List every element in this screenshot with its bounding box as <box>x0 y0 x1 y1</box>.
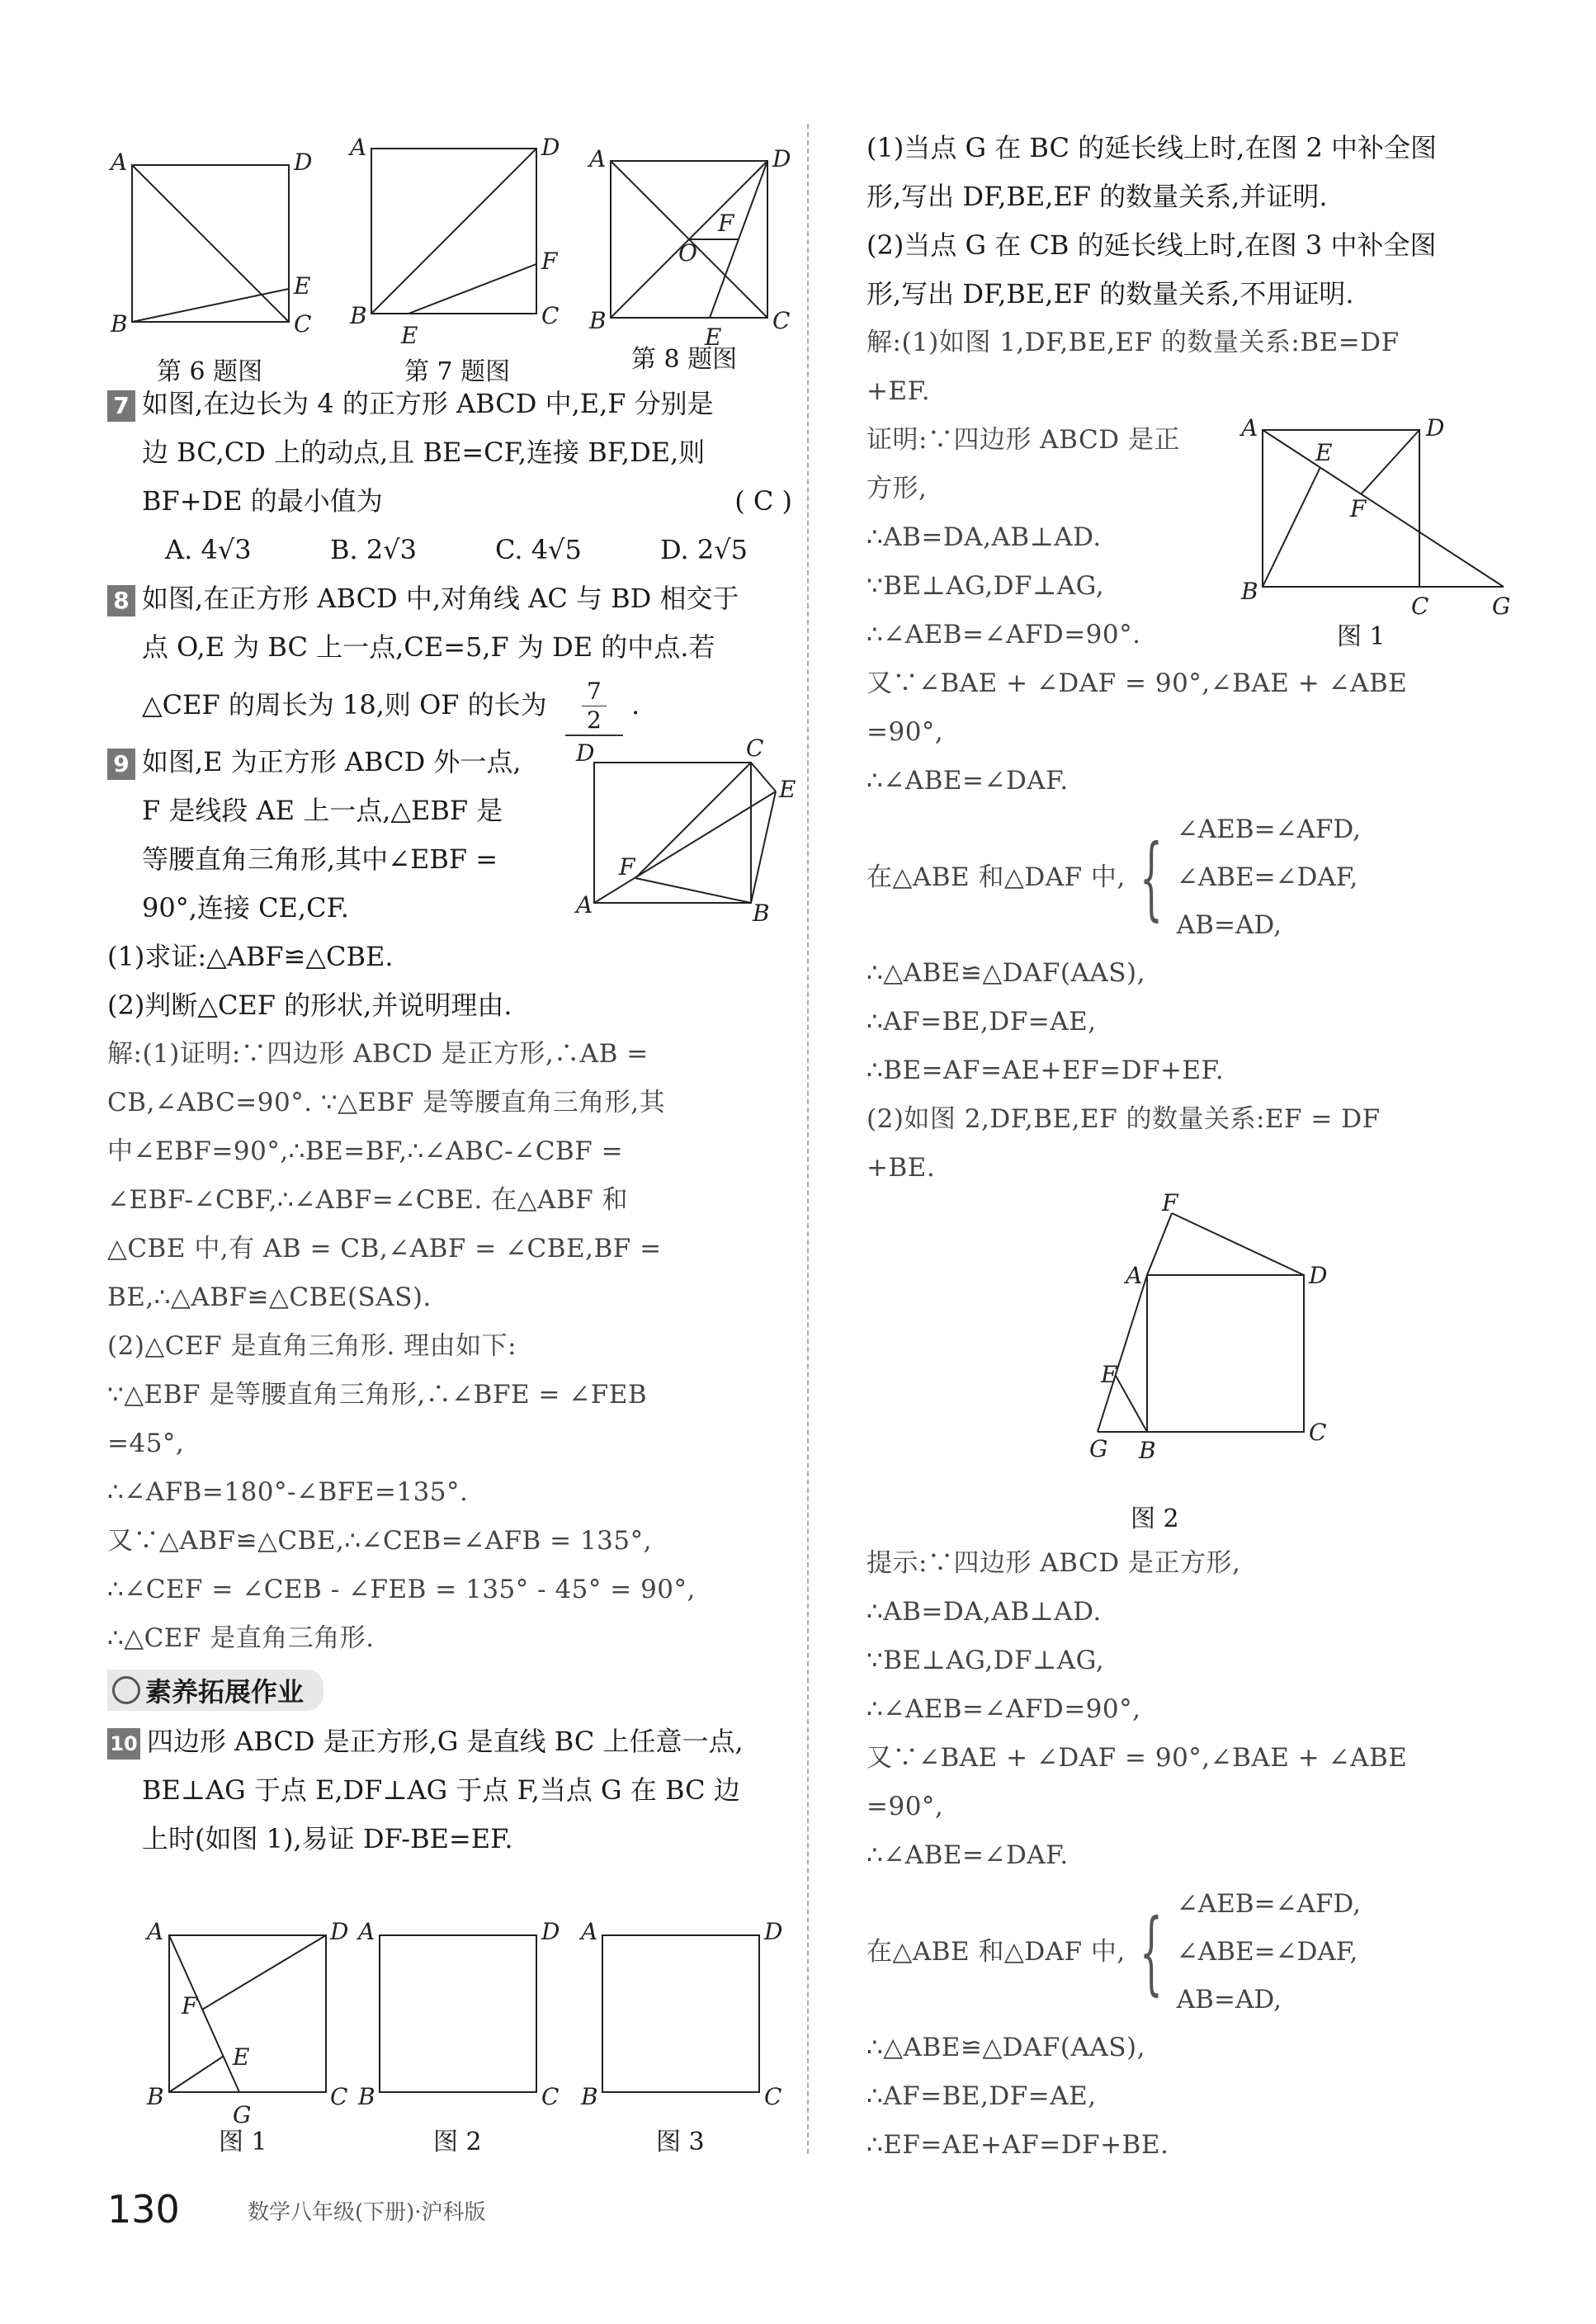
column-divider <box>807 124 809 2154</box>
brace-system-2: 在△ABE 和△DAF 中, { ∠AEB=∠AFD, ∠ABE=∠DAF, AB=AD, <box>866 1889 1362 2015</box>
svg-text:D: D <box>1426 414 1445 442</box>
left-column <box>107 380 796 1863</box>
q9-line-2: F 是线段 AE 上一点,△EBF 是 <box>142 795 503 826</box>
sol1-proof-2: 方形, <box>866 474 928 503</box>
sol1-proof-1: 证明:∵四边形 ABCD 是正 <box>866 425 1180 455</box>
figure-q8 <box>586 140 800 380</box>
svg-text:C: C <box>294 310 312 338</box>
fig-caption: 第 6 题图 <box>157 357 263 386</box>
hint-4: ∴∠AEB=∠AFD=90°, <box>866 1694 1141 1724</box>
fig-caption: 图 2 <box>1131 1504 1179 1533</box>
figure-q9 <box>569 735 796 931</box>
svg-text:E: E <box>401 322 418 349</box>
svg-text:B: B <box>753 900 770 927</box>
hint-7: ∴∠ABE=∠DAF. <box>866 1840 1069 1870</box>
svg-text:F: F <box>182 1992 198 2019</box>
svg-text:O: O <box>678 239 697 267</box>
svg-text:A: A <box>147 1918 164 1945</box>
q9-solution-9: =45°, <box>107 1429 185 1458</box>
q7-answer: ( C ) <box>734 485 792 517</box>
q9-block <box>107 735 796 933</box>
q9-part-2: (2)判断△CEF 的形状,并说明理由. <box>107 990 512 1021</box>
svg-text:B: B <box>1241 578 1258 605</box>
svg-text:C: C <box>764 2083 782 2110</box>
q9-solution-8: ∵△EBF 是等腰直角三角形,∴∠BFE = ∠FEB <box>107 1380 648 1410</box>
sol1-end-3: ∴BE=AF=AE+EF=DF+EF. <box>866 1056 1225 1085</box>
figure-q10-1 <box>140 1915 355 2154</box>
solution-figure-2-wrap <box>866 1189 1518 1539</box>
fig-caption: 第 7 题图 <box>404 357 511 386</box>
hint-end-2: ∴AF=BE,DF=AE, <box>866 2081 1097 2111</box>
hint-1: 提示:∵四边形 ABCD 是正方形, <box>866 1548 1241 1578</box>
sol1-end-2: ∴AF=BE,DF=AE, <box>866 1007 1097 1037</box>
hint-2: ∴AB=DA,AB⊥AD. <box>866 1597 1102 1627</box>
sol1-cont-2: =90°, <box>866 717 944 747</box>
svg-text:E: E <box>294 272 311 300</box>
q7-line-2: 边 BC,CD 上的动点,且 BE=CF,连接 BF,DE,则 <box>142 437 706 468</box>
q9-line-1: 9 如图,E 为正方形 ABCD 外一点, <box>107 738 792 786</box>
svg-text:C: C <box>746 735 764 762</box>
svg-text:E: E <box>779 776 796 803</box>
q9-solution-5: △CBE 中,有 AB = CB,∠ABF = ∠CBE,BF = <box>107 1234 662 1264</box>
svg-text:A: A <box>111 149 128 176</box>
q9-solution-3: 中∠EBF=90°,∴BE=BF,∴∠ABC-∠CBF = <box>107 1136 624 1166</box>
q10-line-2: BE⊥AG 于点 E,DF⊥AG 于点 F,当点 G 在 BC 边 <box>142 1774 740 1806</box>
svg-text:A: A <box>1126 1262 1143 1289</box>
svg-text:A: A <box>350 134 367 161</box>
fig-caption: 第 8 题图 <box>631 345 738 374</box>
q10-line-3: 上时(如图 1),易证 DF-BE=EF. <box>142 1823 513 1854</box>
svg-text:C: C <box>330 2083 348 2110</box>
svg-text:A: A <box>1241 414 1258 442</box>
q8-answer-fraction: $\frac{7}{2}$ <box>565 678 623 736</box>
svg-text:C: C <box>772 307 791 334</box>
right-column <box>866 124 1518 2170</box>
arrow-icon <box>112 1676 140 1704</box>
q7-options <box>107 526 792 574</box>
question-number: 10 <box>107 1728 140 1760</box>
svg-text:B: B <box>358 2083 375 2110</box>
svg-text:D: D <box>576 739 595 767</box>
svg-text:C: C <box>1411 593 1429 620</box>
hint-3: ∵BE⊥AG,DF⊥AG, <box>866 1646 1105 1675</box>
svg-text:F: F <box>541 248 558 275</box>
sol1-end-1: ∴△ABE≌△DAF(AAS), <box>866 958 1145 988</box>
svg-text:B: B <box>1139 1437 1156 1464</box>
svg-text:G: G <box>1089 1435 1108 1462</box>
svg-text:G: G <box>233 2101 252 2128</box>
q8-line-3: △CEF 的周长为 18,则 OF 的长为 $\frac{7}{2}$ . <box>107 672 792 738</box>
option-c: C. 4√5 <box>495 534 582 565</box>
svg-text:D: D <box>541 134 560 161</box>
brace-icon: { <box>1139 824 1163 930</box>
svg-text:B: B <box>350 302 367 329</box>
svg-text:C: C <box>541 2083 560 2110</box>
question-number: 9 <box>107 749 135 780</box>
sol1-head-2: +EF. <box>866 376 931 406</box>
fig-caption: 图 2 <box>433 2128 482 2156</box>
sol1-proof-4: ∵BE⊥AG,DF⊥AG, <box>866 571 1105 601</box>
q8-line-2: 点 O,E 为 BC 上一点,CE=5,F 为 DE 的中点.若 <box>142 631 715 663</box>
sol1-head-1: 解:(1)如图 1,DF,BE,EF 的数量关系:BE=DF <box>866 328 1400 357</box>
q9-solution-2: CB,∠ABC=90°. ∵△EBF 是等腰直角三角形,其 <box>107 1088 666 1117</box>
q9-solution-13: ∴△CEF 是直角三角形. <box>107 1623 375 1653</box>
hint-end-1: ∴△ABE≌△DAF(AAS), <box>866 2033 1145 2062</box>
footer-text: 数学八年级(下册)·沪科版 <box>248 2200 486 2225</box>
sol1-proof-3: ∴AB=DA,AB⊥AD. <box>866 522 1102 552</box>
hint-end-3: ∴EF=AE+AF=DF+BE. <box>866 2130 1169 2160</box>
fig-caption: 图 3 <box>656 2128 705 2156</box>
q9-solution-10: ∴∠AFB=180°-∠BFE=135°. <box>107 1477 469 1507</box>
q9-solution-12: ∴∠CEF = ∠CEB - ∠FEB = 135° - 45° = 90°, <box>107 1575 696 1604</box>
svg-text:C: C <box>541 302 560 329</box>
svg-text:D: D <box>294 149 313 176</box>
sol2-head-1: (2)如图 2,DF,BE,EF 的数量关系:EF = DF <box>866 1104 1381 1134</box>
hint-6: =90°, <box>866 1792 944 1821</box>
svg-text:G: G <box>1492 593 1511 620</box>
q9-solution-11: 又∵△ABF≌△CBE,∴∠CEB=∠AFB = 135°, <box>107 1526 652 1556</box>
option-a: A. 4√3 <box>165 534 252 565</box>
svg-text:E: E <box>233 2043 250 2071</box>
svg-text:D: D <box>1309 1262 1328 1289</box>
svg-text:F: F <box>1350 495 1367 522</box>
q10-line-1: 10 四边形 ABCD 是正方形,G 是直线 BC 上任意一点, <box>107 1717 792 1766</box>
q10-part-2: (2)当点 G 在 CB 的延长线上时,在图 3 中补全图 <box>866 229 1437 261</box>
svg-text:B: B <box>589 307 607 334</box>
svg-text:D: D <box>764 1918 783 1945</box>
hint-5: 又∵∠BAE + ∠DAF = 90°,∠BAE + ∠ABE <box>866 1743 1408 1773</box>
q10-part-1: (1)当点 G 在 BC 的延长线上时,在图 2 中补全图 <box>866 132 1438 163</box>
svg-text:A: A <box>576 891 593 919</box>
figure-q6 <box>107 140 338 386</box>
section-header <box>107 1670 792 1711</box>
svg-text:D: D <box>330 1918 349 1945</box>
svg-text:B: B <box>147 2083 164 2110</box>
svg-text:E: E <box>705 324 722 351</box>
q9-solution-1: 解:(1)证明:∵四边形 ABCD 是正方形,∴AB = <box>107 1039 649 1069</box>
q9-part-1: (1)求证:△ABF≌△CBE. <box>107 941 394 972</box>
sol1-cont-3: ∴∠ABE=∠DAF. <box>866 766 1069 796</box>
svg-text:F: F <box>1162 1189 1178 1216</box>
q9-solution-7: (2)△CEF 是直角三角形. 理由如下: <box>107 1331 517 1361</box>
fig-caption: 图 1 <box>219 2128 267 2156</box>
q9-solution-6: BE,∴△ABF≌△CBE(SAS). <box>107 1282 432 1312</box>
svg-text:F: F <box>619 853 635 881</box>
svg-text:A: A <box>589 145 607 172</box>
svg-text:A: A <box>581 1918 598 1945</box>
sol2-head-2: +BE. <box>866 1153 936 1183</box>
q8-line-1: 8 如图,在正方形 ABCD 中,对角线 AC 与 BD 相交于 <box>107 574 792 623</box>
q7-line-3: BF+DE 的最小值为 ( C ) <box>107 477 792 526</box>
sol1-cont-1: 又∵∠BAE + ∠DAF = 90°,∠BAE + ∠ABE <box>866 668 1408 698</box>
brace-icon: { <box>1139 1899 1163 2005</box>
section-title: 素养拓展作业 <box>107 1670 323 1711</box>
fig-caption: 图 1 <box>1337 622 1386 651</box>
q7-line-1: 7 如图,在边长为 4 的正方形 ABCD 中,E,F 分别是 <box>107 380 792 428</box>
figure-q10-3 <box>578 1915 792 2154</box>
solution-figure-2 <box>1056 1189 1328 1539</box>
option-d: D. 2√5 <box>660 534 748 565</box>
q10-part-2b: 形,写出 DF,BE,EF 的数量关系,不用证明. <box>866 278 1354 309</box>
question-number: 8 <box>107 585 135 616</box>
question-number: 7 <box>107 390 135 422</box>
solution-figure-1 <box>1230 409 1527 657</box>
q9-solution-4: ∠EBF-∠CBF,∴∠ABF=∠CBE. 在△ABF 和 <box>107 1185 629 1215</box>
svg-text:F: F <box>718 210 734 237</box>
brace-system-1: 在△ABE 和△DAF 中, { ∠AEB=∠AFD, ∠ABE=∠DAF, AB=AD, <box>866 815 1362 940</box>
q9-line-3: 等腰直角三角形,其中∠EBF = <box>142 843 498 875</box>
page-number: 130 <box>107 2187 180 2232</box>
svg-text:D: D <box>772 145 791 172</box>
figure-q10-2 <box>355 1915 569 2154</box>
figure-q7 <box>347 132 578 386</box>
svg-text:D: D <box>541 1918 560 1945</box>
svg-text:E: E <box>1315 439 1333 466</box>
svg-text:C: C <box>1309 1419 1327 1446</box>
sol1-proof-block <box>866 416 1518 659</box>
option-b: B. 2√3 <box>330 534 417 565</box>
svg-text:E: E <box>1101 1361 1118 1388</box>
q10-part-1b: 形,写出 DF,BE,EF 的数量关系,并证明. <box>866 181 1328 212</box>
svg-text:B: B <box>581 2083 598 2110</box>
svg-text:B: B <box>111 310 128 338</box>
q9-line-4: 90°,连接 CE,CF. <box>142 892 349 923</box>
sol1-proof-5: ∴∠AEB=∠AFD=90°. <box>866 620 1141 649</box>
svg-text:A: A <box>358 1918 375 1945</box>
